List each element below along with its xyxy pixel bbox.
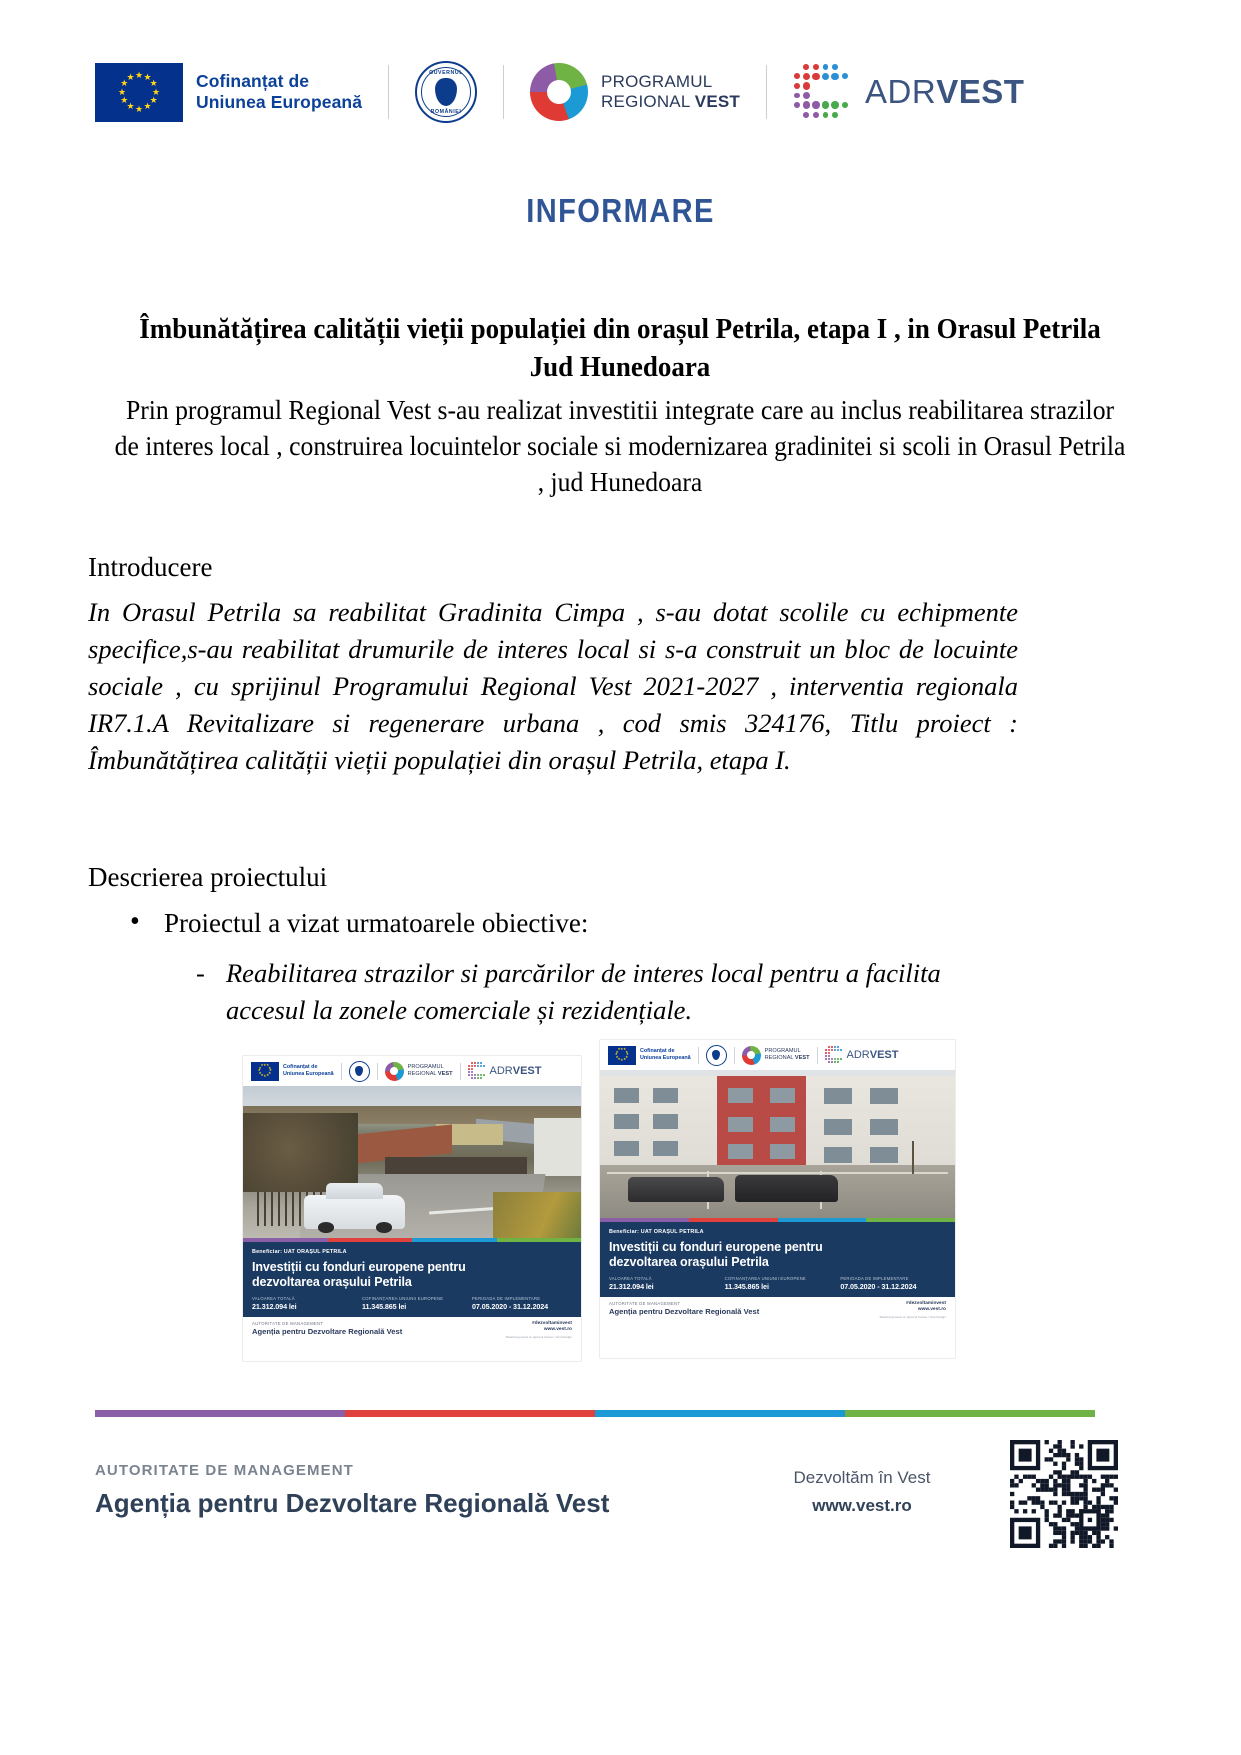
- adr-dot-icon: [803, 92, 810, 99]
- logo-divider-2: [503, 65, 504, 119]
- photo-window: [614, 1088, 639, 1103]
- government-of-romania-logo: [415, 52, 477, 132]
- figure-value: 07.05.2020 - 31.12.2024: [472, 1302, 549, 1311]
- photo-building-wall: [534, 1118, 581, 1176]
- bar-segment-purple: [243, 1238, 328, 1242]
- poster-footer-right: [880, 1301, 946, 1319]
- prv-logo-label: [601, 72, 740, 112]
- poster-text-block: [243, 1242, 581, 1317]
- section-heading-introducere: Introducere: [88, 552, 213, 582]
- adr-dot-icon: [834, 1049, 836, 1051]
- eu-star-icon: ★: [143, 71, 152, 82]
- poster-hashtag: #dezvoltaminvest: [906, 1301, 946, 1306]
- adr-dot-icon: [471, 1077, 473, 1079]
- street-photo-illustration: [243, 1086, 581, 1238]
- apartment-photo-illustration: [600, 1070, 955, 1218]
- programul-regional-vest-swirl-icon: [530, 63, 588, 121]
- eu-star-icon: ★: [126, 101, 135, 112]
- adr-dot-icon: [831, 1061, 833, 1063]
- poster-adr-label: [490, 1065, 542, 1077]
- photo-window: [824, 1088, 852, 1104]
- poster-site: www.vest.ro: [543, 1327, 572, 1333]
- photo-trees: [243, 1113, 358, 1192]
- adr-dot-icon: [794, 83, 800, 89]
- adr-dot-icon: [477, 1077, 479, 1079]
- adr-dot-icon: [828, 1061, 830, 1063]
- prv-logo-vest: VEST: [694, 92, 740, 111]
- adr-dot-icon: [825, 1058, 827, 1060]
- figure-label: COFINANȚAREA UNIUNII EUROPENE: [362, 1296, 444, 1301]
- photo-parking-line: [607, 1172, 948, 1174]
- footer-authority-label: AUTORITATE DE MANAGEMENT: [95, 1462, 354, 1479]
- figure-label: VALOAREA TOTALĂ: [609, 1276, 652, 1281]
- adr-dot-icon: [480, 1077, 482, 1079]
- adr-vest-dots-icon: [793, 63, 851, 121]
- eu-logo-label: [196, 71, 362, 113]
- bar-segment-red: [689, 1218, 778, 1222]
- poster-government-seal-icon: [706, 1045, 727, 1066]
- eu-star-icon: ★: [143, 101, 152, 112]
- adr-dot-icon: [813, 64, 819, 70]
- poster-divider-2: [377, 1063, 378, 1080]
- poster-authority-name: Agenția pentru Dezvoltare Regională Vest: [252, 1327, 403, 1336]
- photo-window: [728, 1144, 753, 1159]
- footer-website[interactable]: www.vest.ro: [812, 1496, 912, 1515]
- poster-footer-right: [506, 1321, 572, 1339]
- poster-divider-1: [698, 1047, 699, 1064]
- poster-divider-3: [817, 1047, 818, 1064]
- logo-divider-3: [766, 65, 767, 119]
- poster-eu-line2: Uniunea Europeană: [283, 1071, 334, 1077]
- eu-star-icon: ★: [268, 1065, 272, 1070]
- footer-bar-purple: [95, 1410, 345, 1417]
- eu-cofinanced-logo: [95, 52, 362, 132]
- bar-segment-purple: [600, 1218, 689, 1222]
- poster-beneficiary: Beneficiar: UAT ORAȘUL PETRILA: [252, 1249, 347, 1255]
- poster-gallery: [243, 1040, 955, 1360]
- adr-dot-icon: [471, 1062, 473, 1064]
- adr-dot-icon: [825, 1055, 827, 1057]
- adr-dot-icon: [468, 1071, 470, 1073]
- poster-authority-label: AUTORITATE DE MANAGEMENT: [252, 1321, 324, 1326]
- footer-bar-blue: [595, 1410, 845, 1417]
- poster-divider-2: [734, 1047, 735, 1064]
- adr-text: ADR: [865, 73, 937, 110]
- adr-dot-icon: [468, 1074, 470, 1076]
- adr-dot-icon: [812, 101, 819, 108]
- photo-car-dark-2: [735, 1175, 838, 1202]
- poster-footer: [243, 1317, 581, 1344]
- bar-segment-red: [328, 1238, 413, 1242]
- figure-value: 11.345.865 lei: [724, 1282, 769, 1291]
- eu-star-icon: ★: [625, 1055, 629, 1060]
- photo-window: [770, 1144, 795, 1159]
- adr-dot-icon: [477, 1062, 479, 1064]
- adr-dot-icon: [837, 1058, 839, 1060]
- eu-star-icon: ★: [625, 1052, 629, 1057]
- adr-dot-icon: [828, 1049, 830, 1051]
- figure-value: 07.05.2020 - 31.12.2024: [840, 1282, 917, 1291]
- eu-star-icon: ★: [260, 1063, 264, 1068]
- adr-dot-icon: [471, 1071, 473, 1073]
- adr-dot-icon: [803, 73, 810, 80]
- photo-window: [824, 1119, 852, 1135]
- poster-figures: [609, 1276, 946, 1291]
- prv-logo-regional: REGIONAL: [601, 92, 695, 111]
- bar-segment-green: [866, 1218, 955, 1222]
- eu-star-icon: ★: [266, 1073, 270, 1078]
- photo-window: [870, 1088, 898, 1104]
- photo-window: [870, 1119, 898, 1135]
- adr-dot-icon: [831, 73, 838, 80]
- adr-dot-icon: [794, 73, 800, 79]
- eu-star-icon: ★: [266, 1063, 270, 1068]
- poster-figure: [609, 1276, 715, 1291]
- adr-dot-icon: [483, 1074, 485, 1076]
- adr-dot-icon: [842, 73, 848, 79]
- poster-prv-line1: PROGRAMUL: [764, 1048, 801, 1055]
- figure-label: PERIOADA DE IMPLEMENTARE: [840, 1276, 909, 1281]
- photo-window: [824, 1147, 852, 1163]
- gov-seal-shield-icon: [435, 78, 457, 106]
- photo-window: [614, 1141, 639, 1156]
- poster-prv-regional: REGIONAL: [764, 1055, 795, 1061]
- poster-figure: [252, 1296, 352, 1311]
- photo-window: [614, 1114, 639, 1129]
- photo-window: [728, 1088, 753, 1103]
- eu-star-icon: ★: [120, 95, 129, 105]
- prv-logo-line2: [601, 92, 740, 112]
- vest-text: VEST: [936, 73, 1025, 110]
- poster-prv-line1: PROGRAMUL: [407, 1064, 444, 1071]
- eu-star-icon: ★: [151, 86, 161, 97]
- poster-authority-label: AUTORITATE DE MANAGEMENT: [609, 1301, 681, 1306]
- introduction-paragraph: In Orasul Petrila sa reabilitat Gradinita Cimpa , s-au dotat scolile cu echipmente specifice,s-au reabilitat drumurile de interes local si s-a construit un bloc de locuinte sociale , cu sprijinul Programului Regional Vest 2021-2027 , interventia regionala IR7.1.A Revitalizare si regenerare urbana , cod smis 324176, Titlu proiect : Îmbunătățirea calității vieții populației din orașul Petrila, etapa I.: [88, 597, 1018, 775]
- adr-dot-icon: [828, 1055, 830, 1057]
- poster-footer-left: [609, 1301, 759, 1317]
- adr-dot-icon: [823, 112, 829, 118]
- photo-white-car: [304, 1195, 405, 1228]
- adr-dot-icon: [832, 64, 838, 70]
- poster-eu-line1: Cofinanțat de: [283, 1064, 318, 1071]
- adr-dot-icon: [831, 1058, 833, 1060]
- photo-window: [728, 1117, 753, 1132]
- qr-code-graphic: [1010, 1440, 1118, 1548]
- poster-adr-text: ADR: [489, 1065, 513, 1077]
- photo-car-dark-1: [628, 1177, 724, 1202]
- adr-dot-icon: [831, 101, 838, 108]
- adr-dot-icon: [831, 1046, 833, 1048]
- eu-star-icon: ★: [149, 95, 158, 105]
- adr-dot-icon: [822, 101, 829, 108]
- footer-bar-red: [345, 1410, 595, 1417]
- figure-label: COFINANȚAREA UNIUNII EUROPENE: [724, 1276, 806, 1281]
- poster-authority-name: Agenția pentru Dezvoltare Regională Vest: [609, 1307, 760, 1316]
- government-seal-icon: [415, 61, 477, 123]
- gov-seal-top-text: GUVERNUL: [429, 70, 463, 76]
- prv-logo-line1: PROGRAMUL: [601, 72, 713, 91]
- poster-color-bar: [600, 1218, 955, 1222]
- poster-figure: [840, 1276, 946, 1291]
- poster-hashtag: #dezvoltaminvest: [532, 1321, 572, 1326]
- poster-footer-left: [252, 1321, 402, 1337]
- adr-dot-icon: [823, 64, 829, 70]
- eu-star-icon: ★: [117, 86, 127, 97]
- eu-star-icon: ★: [617, 1047, 621, 1052]
- objectives-bullet-item: [130, 906, 1030, 940]
- eu-star-icon: ★: [257, 1068, 261, 1073]
- adr-dot-icon: [477, 1065, 479, 1067]
- adr-dot-icon: [840, 1058, 842, 1060]
- poster-headline-line1: Investiții cu fonduri europene pentru: [609, 1240, 823, 1254]
- bar-segment-blue: [412, 1238, 497, 1242]
- eu-star-icon: ★: [260, 1073, 264, 1078]
- adr-dot-icon: [468, 1068, 470, 1070]
- poster-figures: [252, 1296, 572, 1311]
- poster-logo-bar: [600, 1040, 955, 1070]
- eu-star-icon: ★: [258, 1065, 262, 1070]
- objective-dash-text: Reabilitarea strazilor si parcărilor de interes local pentru a facilita accesul la zonele comerciale și rezidențiale.: [226, 958, 941, 1025]
- adr-dot-icon: [834, 1058, 836, 1060]
- photo-window: [770, 1117, 795, 1132]
- header-logo-bar: [95, 52, 1135, 132]
- figure-label: PERIOADA DE IMPLEMENTARE: [472, 1296, 541, 1301]
- photo-window: [653, 1088, 678, 1103]
- poster-adr-dots-icon: [468, 1062, 486, 1080]
- adr-dot-icon: [837, 1049, 839, 1051]
- poster-divider-1: [341, 1063, 342, 1080]
- photo-window: [653, 1141, 678, 1156]
- adr-dot-icon: [813, 112, 819, 118]
- adr-dot-icon: [837, 1061, 839, 1063]
- eu-logo-line2: Uniunea Europeană: [196, 92, 363, 112]
- adr-dot-icon: [825, 1049, 827, 1051]
- adr-dot-icon: [474, 1074, 476, 1076]
- eu-star-icon: ★: [614, 1052, 618, 1057]
- page-title: INFORMARE: [526, 192, 715, 229]
- poster-prv-line2: [765, 1055, 810, 1062]
- objectives-bullet-text: Proiectul a vizat urmatoarele obiective:: [164, 908, 589, 938]
- bar-segment-green: [497, 1238, 582, 1242]
- adr-dot-icon: [803, 82, 810, 89]
- adr-dot-icon: [794, 102, 800, 108]
- lead-paragraph: Prin programul Regional Vest s-au realizat investitii integrate care au inclus reabilitarea strazilor de interes local , construirea locuintelor sociale si modernizarea gradinitei si scoli in Orasul Petrila , jud Hunedoara: [114, 395, 1126, 497]
- poster-prv-swirl-icon: [742, 1046, 761, 1065]
- eu-star-icon: ★: [623, 1047, 627, 1052]
- poster-headline: [252, 1260, 572, 1289]
- adr-dot-icon: [828, 1046, 830, 1048]
- adr-dot-icon: [812, 73, 819, 80]
- dash-marker-icon: -: [196, 958, 205, 988]
- poster-site: www.vest.ro: [917, 1307, 946, 1313]
- photo-grass: [493, 1192, 581, 1238]
- poster-headline: [609, 1240, 946, 1269]
- adr-dot-icon: [474, 1065, 476, 1067]
- adr-dot-icon: [832, 112, 838, 118]
- poster-vest-text: VEST: [512, 1065, 542, 1077]
- poster-prv-vest: VEST: [794, 1055, 810, 1061]
- eu-star-icon: ★: [617, 1057, 621, 1062]
- poster-street: [243, 1056, 581, 1361]
- adr-dot-icon: [477, 1074, 479, 1076]
- adr-dot-icon: [825, 1052, 827, 1054]
- poster-beneficiary: Beneficiar: UAT ORAȘUL PETRILA: [609, 1229, 704, 1235]
- photo-window: [653, 1114, 678, 1129]
- eu-flag-icon: [95, 63, 183, 122]
- poster-eu-flag-icon: [251, 1062, 279, 1081]
- eu-star-icon: ★: [134, 103, 144, 114]
- adr-dot-icon: [480, 1062, 482, 1064]
- eu-star-icon: ★: [620, 1057, 624, 1062]
- poster-prv-label: [408, 1064, 453, 1078]
- adr-dot-icon: [840, 1049, 842, 1051]
- footer-slogan-block: [752, 1466, 972, 1518]
- poster-photo-street: [243, 1086, 581, 1238]
- poster-prv-label: [765, 1048, 810, 1062]
- eu-star-icon: ★: [149, 78, 158, 88]
- eu-star-icon: ★: [615, 1049, 619, 1054]
- poster-figure: [362, 1296, 462, 1311]
- objective-dash-item: [196, 955, 976, 1029]
- poster-headline-line1: Investiții cu fonduri europene pentru: [252, 1260, 466, 1274]
- eu-star-icon: ★: [623, 1057, 627, 1062]
- eu-star-icon: ★: [120, 78, 129, 88]
- poster-footer: [600, 1297, 955, 1324]
- eu-star-icon: ★: [126, 71, 135, 82]
- adr-dot-icon: [834, 1046, 836, 1048]
- poster-fine-print: Material generat cu ajutorul Canva / Vest Design: [879, 1314, 946, 1319]
- eu-star-icon: ★: [263, 1073, 267, 1078]
- adr-dot-icon: [803, 64, 809, 70]
- poster-photo-block: [600, 1070, 955, 1218]
- adr-dot-icon: [834, 1061, 836, 1063]
- eu-star-icon: ★: [268, 1071, 272, 1076]
- adr-dot-icon: [471, 1065, 473, 1067]
- qr-code[interactable]: [1010, 1440, 1118, 1548]
- eu-logo-line1: Cofinanțat de: [196, 71, 310, 91]
- photo-tree: [912, 1141, 914, 1174]
- poster-eu-line1: Cofinanțat de: [640, 1048, 675, 1055]
- adr-dot-icon: [468, 1065, 470, 1067]
- poster-figure: [725, 1276, 831, 1291]
- adr-dot-icon: [803, 101, 810, 108]
- poster-figure: [472, 1296, 572, 1311]
- poster-color-bar: [243, 1238, 581, 1242]
- poster-vest-text: VEST: [869, 1049, 899, 1061]
- poster-government-seal-icon: [349, 1061, 370, 1082]
- gov-seal-bottom-text: ROMÂNIEI: [430, 109, 462, 115]
- adr-vest-logo: [793, 52, 1024, 132]
- eu-star-icon: ★: [625, 1049, 629, 1054]
- eu-star-icon: ★: [620, 1046, 624, 1051]
- adr-dot-icon: [480, 1065, 482, 1067]
- poster-prv-regional: REGIONAL: [407, 1071, 438, 1077]
- footer-authority-name: Agenția pentru Dezvoltare Regională Vest: [95, 1488, 610, 1518]
- adr-dot-icon: [794, 93, 800, 99]
- eu-star-icon: ★: [258, 1071, 262, 1076]
- project-title: Îmbunătățirea calității vieții populației din orașul Petrila, etapa I , in Orasul Petrila Jud Hunedoara: [139, 313, 1101, 383]
- poster-headline-line2: dezvoltarea orașului Petrila: [609, 1254, 769, 1269]
- poster-headline-line2: dezvoltarea orașului Petrila: [252, 1274, 412, 1289]
- bullet-marker-icon: •: [130, 906, 140, 937]
- footer-authority: [95, 1462, 609, 1520]
- poster-prv-swirl-icon: [385, 1062, 404, 1081]
- adr-dot-icon: [837, 1046, 839, 1048]
- poster-eu-flag-icon: [608, 1046, 636, 1065]
- adr-dot-icon: [803, 112, 809, 118]
- adr-dot-icon: [483, 1065, 485, 1067]
- poster-text-block: [600, 1222, 955, 1297]
- logo-divider-1: [388, 65, 389, 119]
- poster-adr-text: ADR: [846, 1049, 870, 1061]
- photo-window: [870, 1147, 898, 1163]
- poster-prv-vest: VEST: [437, 1071, 453, 1077]
- poster-fine-print: Material generat cu ajutorul Canva / Vest Design: [505, 1334, 572, 1339]
- adr-dot-icon: [831, 1049, 833, 1051]
- photo-shed: [385, 1157, 527, 1174]
- adr-dot-icon: [474, 1077, 476, 1079]
- figure-label: VALOAREA TOTALĂ: [252, 1296, 295, 1301]
- poster-adr-label: [847, 1049, 899, 1061]
- adr-vest-label: [865, 75, 1024, 109]
- figure-value: 11.345.865 lei: [362, 1302, 407, 1311]
- section-heading-descriere: Descrierea proiectului: [88, 862, 328, 892]
- poster-block: [600, 1040, 955, 1358]
- footer-color-bar: [95, 1410, 1095, 1417]
- photo-window: [770, 1088, 795, 1103]
- programul-regional-vest-logo: [530, 52, 740, 132]
- footer-bar-green: [845, 1410, 1095, 1417]
- adr-dot-icon: [828, 1052, 830, 1054]
- figure-value: 21.312.094 lei: [609, 1282, 654, 1291]
- adr-dot-icon: [842, 102, 848, 108]
- poster-adr-dots-icon: [825, 1046, 843, 1064]
- bar-segment-blue: [778, 1218, 867, 1222]
- poster-logo-bar: [243, 1056, 581, 1086]
- adr-dot-icon: [471, 1068, 473, 1070]
- figure-value: 21.312.094 lei: [252, 1302, 297, 1311]
- poster-eu-line2: Uniunea Europeană: [640, 1055, 691, 1061]
- adr-dot-icon: [471, 1074, 473, 1076]
- adr-dot-icon: [474, 1062, 476, 1064]
- poster-eu-label: [640, 1048, 691, 1061]
- poster-eu-label: [283, 1064, 334, 1077]
- poster-divider-3: [460, 1063, 461, 1080]
- adr-dot-icon: [822, 73, 829, 80]
- adr-dot-icon: [480, 1074, 482, 1076]
- eu-star-icon: ★: [263, 1062, 267, 1067]
- eu-star-icon: ★: [268, 1068, 272, 1073]
- footer-slogan: Dezvoltăm în Vest: [793, 1468, 931, 1487]
- poster-prv-line2: [408, 1071, 453, 1078]
- adr-dot-icon: [828, 1058, 830, 1060]
- eu-star-icon: ★: [134, 69, 144, 80]
- eu-star-icon: ★: [615, 1055, 619, 1060]
